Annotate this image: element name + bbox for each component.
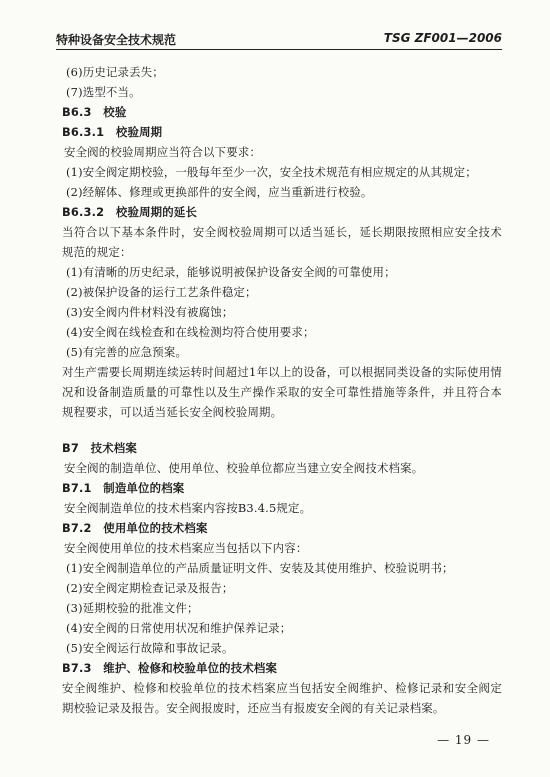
paragraph-text: 安全阀的制造单位、使用单位、校验单位都应当建立安全阀技术档案。 bbox=[64, 461, 424, 475]
list-item: (4)安全阀在线检查和在线检测均符合使用要求； bbox=[66, 325, 315, 339]
paragraph-text: 安全阀维护、检修和校验单位的技术档案应当包括安全阀维护、检修记录和安全阀定期校验记录及报告。安全阀报废时，还应当有报废安全阀的有关记录档案。 bbox=[62, 681, 502, 715]
list-item: (5)安全阀运行故障和事故记录。 bbox=[66, 641, 234, 655]
section-heading-b7: B7 技术档案 bbox=[62, 441, 137, 455]
section-heading-b73: B7.3 维护、检修和校验单位的技术档案 bbox=[62, 661, 278, 675]
list-item: (1)安全阀制造单位的产品质量证明文件、安装及其使用维护、校验说明书； bbox=[66, 561, 454, 575]
section-heading-b63: B6.3 校验 bbox=[62, 105, 127, 119]
list-item: (3)延期校验的批准文件； bbox=[66, 601, 199, 615]
section-heading-b631: B6.3.1 校验周期 bbox=[62, 125, 163, 139]
paragraph-text: 对生产需要长周期连续运转时间超过1年以上的设备，可以根据同类设备的实际使用情况和设备制造质量的可靠性以及生产操作采取的安全可靠性措施等条件，并且符合本规程要求，可以适当延长安全阀校验周期。 bbox=[62, 365, 502, 419]
paragraph-text: 安全阀制造单位的技术档案内容按B3.4.5规定。 bbox=[64, 501, 312, 515]
page-body bbox=[62, 62, 502, 718]
paragraph-text: 安全阀的校验周期应当符合以下要求： bbox=[64, 145, 262, 159]
list-item: (3)安全阀内件材料没有被腐蚀； bbox=[66, 305, 234, 319]
list-item: (4)安全阀的日常使用状况和维护保养记录； bbox=[66, 621, 292, 635]
paragraph-text: 当符合以下基本条件时，安全阀校验周期可以适当延长，延长期限按照相应安全技术规范的规定： bbox=[62, 225, 502, 259]
header-code: TSG ZF001—2006 bbox=[383, 31, 502, 45]
header-title: 特种设备安全技术规范 bbox=[56, 33, 177, 47]
list-item: (2)被保护设备的运行工艺条件稳定； bbox=[66, 285, 257, 299]
section-heading-b632: B6.3.2 校验周期的延长 bbox=[62, 205, 198, 219]
paragraph-text: 安全阀使用单位的技术档案应当包括以下内容： bbox=[64, 541, 308, 555]
running-header bbox=[56, 29, 502, 50]
section-heading-b71: B7.1 制造单位的档案 bbox=[62, 481, 185, 495]
list-item: (7)选型不当。 bbox=[66, 85, 141, 99]
list-item: (1)有清晰的历史纪录，能够说明被保护设备安全阀的可靠使用； bbox=[66, 265, 396, 279]
list-item: (1)安全阀定期校验，一般每年至少一次，安全技术规范有相应规定的从其规定； bbox=[66, 165, 477, 179]
list-item: (2)经解体、修理或更换部件的安全阀，应当重新进行校验。 bbox=[66, 185, 373, 199]
list-item: (5)有完善的应急预案。 bbox=[66, 345, 188, 359]
section-heading-b72: B7.2 使用单位的技术档案 bbox=[62, 521, 208, 535]
list-item: (2)安全阀定期检查记录及报告； bbox=[66, 581, 234, 595]
page-number: — 19 — bbox=[437, 733, 490, 747]
list-item: (6)历史记录丢失； bbox=[66, 65, 164, 79]
section-gap bbox=[62, 422, 502, 438]
